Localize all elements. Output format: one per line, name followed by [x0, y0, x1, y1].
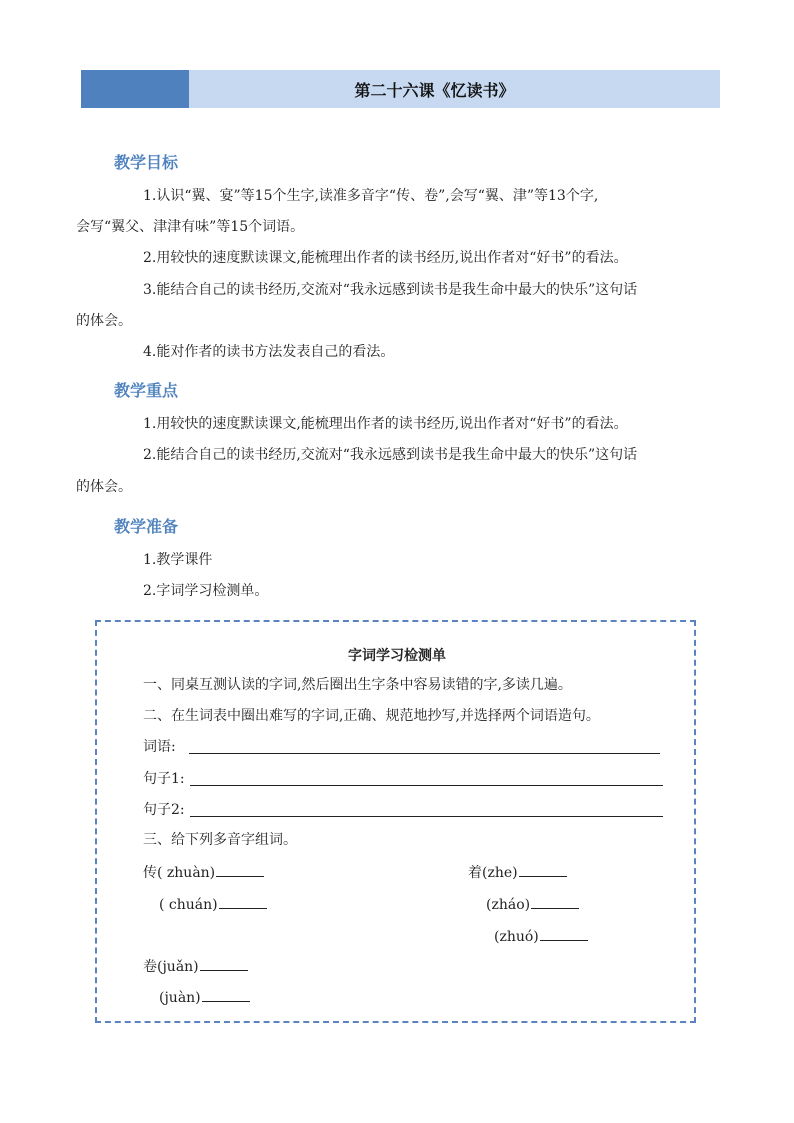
- sentence2-label: 句子2:: [143, 802, 185, 818]
- zhe-zhuo-label: (zhuó): [494, 929, 539, 945]
- worksheet-q3: 三、给下列多音字组词。: [143, 832, 297, 848]
- zhe-zhe-item: [468, 864, 567, 881]
- goals-item-1: 1.认识“翼、宴”等15个生字,读准多音字“传、卷”,会写“翼、津”等13个字,: [143, 188, 599, 204]
- worksheet-q1: 一、同桌互测认读的字词,然后圈出生字条中容易读错的字,多读几遍。: [143, 677, 572, 693]
- worksheet-q2: 二、在生词表中圈出难写的字词,正确、规范地抄写,并选择两个词语造句。: [143, 708, 600, 724]
- prep-item-1: 1.教学课件: [143, 552, 213, 568]
- chuan-chuan-label: ( chuán): [159, 897, 218, 913]
- zhe-zhao-item: [486, 896, 579, 913]
- juan-juan4-item: [159, 989, 250, 1006]
- zhe-zhuo-blank[interactable]: [540, 928, 588, 941]
- zhe-zhao-label: (zháo): [486, 897, 531, 913]
- focus-item-1: 1.用较快的速度默读课文,能梳理出作者的读书经历,说出作者对“好书”的看法。: [143, 416, 628, 432]
- focus-heading: 教学重点: [114, 381, 179, 400]
- prep-item-2: 2.字词学习检测单。: [143, 583, 269, 599]
- chuan-chuan-blank[interactable]: [219, 896, 267, 909]
- page-title: 第二十六课《忆读书》: [354, 80, 515, 100]
- title-bar: [81, 70, 720, 108]
- goals-item-1-cont: 会写“翼父、津津有味”等15个词语。: [76, 219, 305, 235]
- goals-item-4: 4.能对作者的读书方法发表自己的看法。: [143, 344, 395, 360]
- zhe-zhao-blank[interactable]: [531, 896, 579, 909]
- goals-item-3-cont: 的体会。: [76, 313, 132, 329]
- zhe-zhe-label: 着(zhe): [468, 865, 518, 881]
- prep-heading: 教学准备: [114, 517, 179, 536]
- worksheet-title: 字词学习检测单: [348, 648, 446, 664]
- sentence2-answer-line[interactable]: [190, 816, 663, 817]
- title-bar-accent: [81, 70, 189, 108]
- juan-juan4-label: (juàn): [159, 990, 201, 1006]
- chuan-zhuan-item: [143, 864, 264, 881]
- chuan-zhuan-label: 传( zhuàn): [143, 865, 216, 881]
- chuan-zhuan-blank[interactable]: [216, 864, 264, 877]
- zhe-zhuo-item: [494, 928, 588, 945]
- goals-heading: 教学目标: [114, 153, 179, 172]
- juan-juan4-blank[interactable]: [202, 989, 250, 1002]
- goals-item-2: 2.用较快的速度默读课文,能梳理出作者的读书经历,说出作者对“好书”的看法。: [143, 250, 628, 266]
- juan-juan3-blank[interactable]: [200, 958, 248, 971]
- focus-item-2-cont: 的体会。: [76, 479, 132, 495]
- words-answer-line[interactable]: [189, 753, 660, 754]
- juan-juan3-item: [143, 958, 248, 975]
- juan-juan3-label: 卷(juǎn): [143, 959, 199, 975]
- sentence1-label: 句子1:: [143, 771, 185, 787]
- words-label: 词语:: [143, 739, 176, 755]
- chuan-chuan-item: [159, 896, 267, 913]
- goals-item-3: 3.能结合自己的读书经历,交流对“我永远感到读书是我生命中最大的快乐”这句话: [143, 282, 638, 298]
- zhe-zhe-blank[interactable]: [519, 864, 567, 877]
- title-bar-body: [189, 70, 720, 108]
- sentence1-answer-line[interactable]: [190, 785, 663, 786]
- focus-item-2: 2.能结合自己的读书经历,交流对“我永远感到读书是我生命中最大的快乐”这句话: [143, 447, 638, 463]
